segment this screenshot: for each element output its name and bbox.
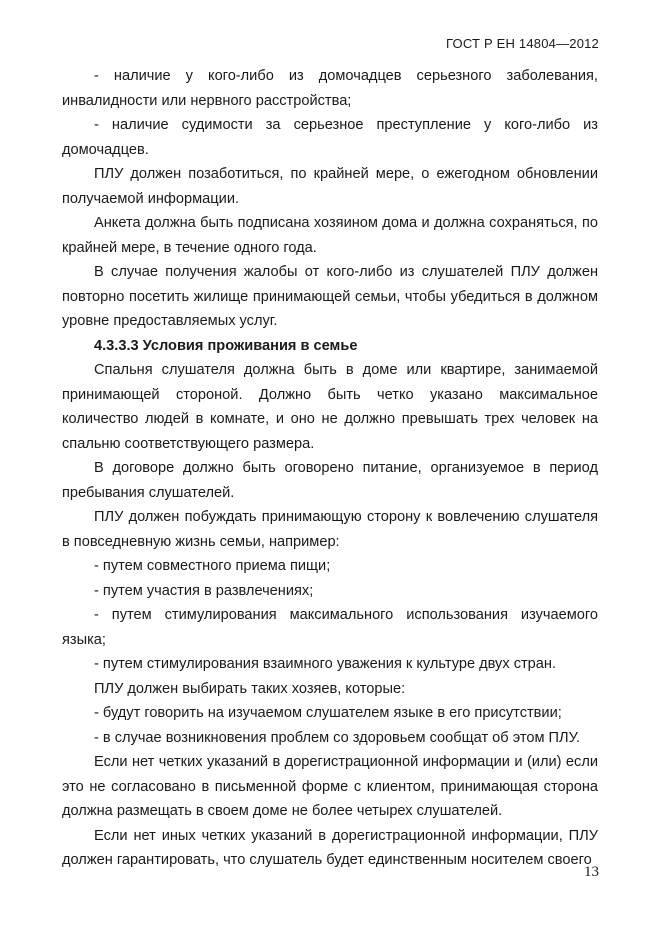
list-item: - будут говорить на изучаемом слушателем языке в его присутствии; bbox=[94, 705, 562, 721]
paragraph: В случае получения жалобы от кого-либо из слушателей ПЛУ должен повторно посетить жилище принимающей семьи, чтобы убедиться в должном уровне предоставляемых услуг. bbox=[62, 264, 598, 329]
document-body bbox=[62, 64, 598, 873]
paragraph: ПЛУ должен побуждать принимающую сторону к вовлечению слушателя в повседневную жизнь семьи, например: bbox=[62, 509, 598, 550]
paragraph: Спальня слушателя должна быть в доме или квартире, занимаемой принимающей стороной. Должно быть четко указано максимальное количество людей в комнате, и оно не должно превышать трех человек на спальню соответствующего размера. bbox=[62, 362, 598, 452]
paragraph: Анкета должна быть подписана хозяином дома и должна сохраняться, по крайней мере, в течение одного года. bbox=[62, 215, 598, 256]
paragraph: Если нет четких указаний в дорегистрационной информации и (или) если это не согласовано в письменной форме с клиентом, принимающая сторона должна размещать в своем доме не более четырех слушателей. bbox=[62, 754, 598, 819]
paragraph: Если нет иных четких указаний в дорегистрационной информации, ПЛУ должен гарантировать, что слушатель будет единственным носителем своего bbox=[62, 827, 598, 868]
document-header: ГОСТ Р ЕН 14804—2012 bbox=[446, 36, 599, 51]
list-item: - наличие судимости за серьезное преступление у кого-либо из домочадцев. bbox=[62, 117, 598, 158]
list-item: - наличие у кого-либо из домочадцев серьезного заболевания, инвалидности или нервного расстройства; bbox=[62, 68, 598, 109]
section-heading: 4.3.3.3 Условия проживания в семье bbox=[94, 337, 358, 354]
page-number: 13 bbox=[584, 864, 599, 880]
list-item: - путем совместного приема пищи; bbox=[94, 558, 331, 574]
paragraph: ПЛУ должен позаботиться, по крайней мере, о ежегодном обновлении получаемой информации. bbox=[62, 166, 598, 207]
list-item: - путем участия в развлечениях; bbox=[94, 582, 314, 599]
list-item: - в случае возникновения проблем со здоровьем сообщат об этом ПЛУ. bbox=[94, 729, 581, 746]
list-item: - путем стимулирования максимального использования изучаемого языка; bbox=[62, 607, 598, 648]
paragraph: В договоре должно быть оговорено питание, организуемое в период пребывания слушателей. bbox=[62, 460, 598, 501]
list-item: - путем стимулирования взаимного уважения к культуре двух стран. bbox=[94, 656, 557, 672]
paragraph: ПЛУ должен выбирать таких хозяев, которые: bbox=[94, 680, 406, 697]
